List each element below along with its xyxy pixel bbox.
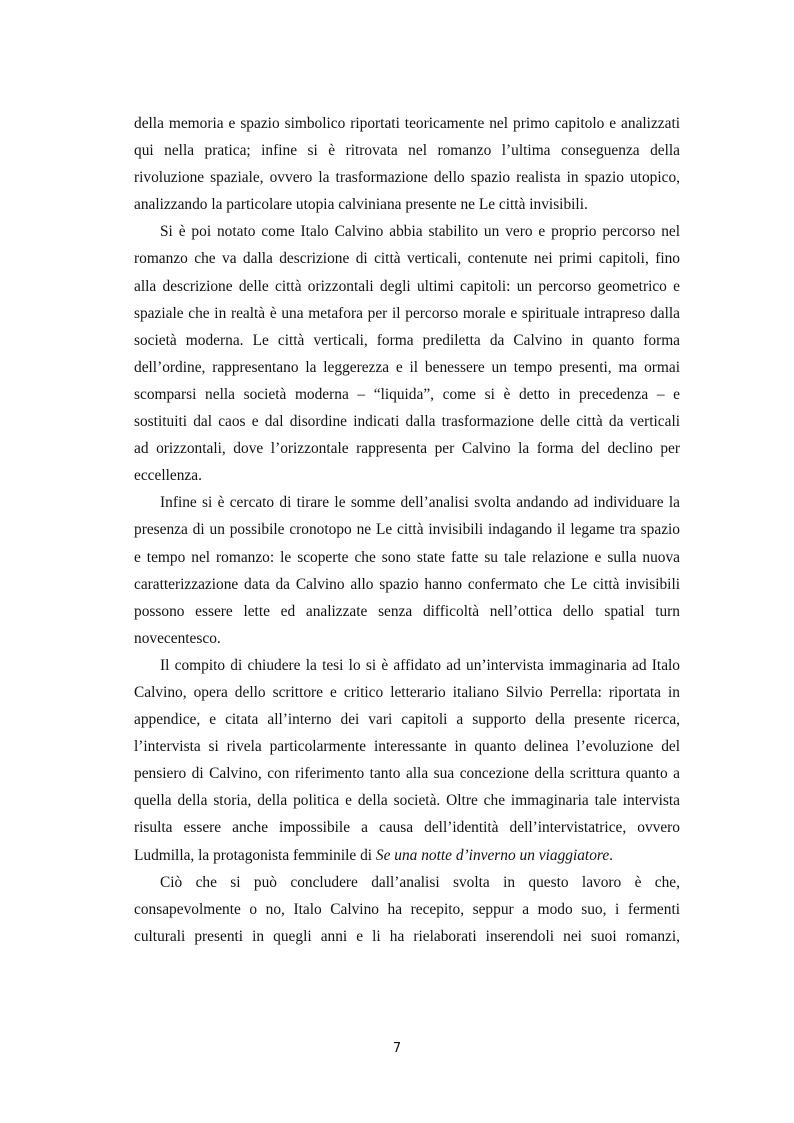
paragraph [134, 218, 680, 489]
text-line: romanzo che va dalla descrizione di città verticali, contenute nei primi capitoli, fino [134, 250, 680, 268]
text-line: pensiero di Calvino, con riferimento tanto alla sua concezione della scrittura quanto a [134, 765, 680, 783]
paragraph [134, 652, 680, 869]
text-line: l’intervista si rivela particolarmente interessante in quanto delinea l’evoluzione del [134, 738, 680, 756]
text-line: qui nella pratica; infine si è ritrovata nel romanzo l’ultima conseguenza della [134, 142, 680, 160]
text-line: sostituiti dal caos e dal disordine indicati dalla trasformazione delle città da verticali [134, 413, 680, 431]
text-line: caratterizzazione data da Calvino allo spazio hanno confermato che Le città invisibili [134, 575, 680, 593]
text-line: quella della storia, della politica e della società. Oltre che immaginaria tale intervista [134, 792, 680, 810]
paragraph [134, 489, 680, 652]
text-line: scomparsi nella società moderna – “liquida”, come si è detto in precedenza – e [134, 385, 680, 403]
text-line [134, 842, 680, 869]
paragraph [134, 110, 680, 218]
text-line: risulta essere anche impossibile a causa dell’identità dell’intervistatrice, ovvero [134, 819, 680, 837]
text-segment: Ludmilla, la protagonista femminile di [134, 846, 376, 864]
text-line: consapevolmente o no, Italo Calvino ha recepito, seppur a modo suo, i fermenti [134, 900, 680, 918]
text-line: società moderna. Le città verticali, forma prediletta da Calvino in quanto forma [134, 331, 680, 349]
text-line: Infine si è cercato di tirare le somme dell’analisi svolta andando ad individuare la [160, 494, 680, 512]
paragraph [134, 869, 680, 950]
text-line: Si è poi notato come Italo Calvino abbia stabilito un vero e proprio percorso nel [160, 223, 680, 241]
text-line: presenza di un possibile cronotopo ne Le città invisibili indagando il legame tra spazio [134, 521, 680, 539]
text-line: della memoria e spazio simbolico riportati teoricamente nel primo capitolo e analizzati [134, 115, 680, 132]
body-text [134, 110, 680, 950]
text-line: eccellenza. [134, 467, 202, 485]
text-line: appendice, e citata all’interno dei vari capitoli a supporto della presente ricerca, [134, 711, 680, 729]
text-line: rivoluzione spaziale, ovvero la trasformazione dello spazio realista in spazio utopico, [134, 169, 680, 187]
text-line: analizzando la particolare utopia calviniana presente ne Le città invisibili. [134, 196, 588, 214]
text-line: ad orizzontali, dove l’orizzontale rappresenta per Calvino la forma del declino per [134, 440, 680, 458]
text-line: Ciò che si può concludere dall’analisi svolta in questo lavoro è che, [160, 873, 680, 891]
page-number: 7 [392, 1041, 402, 1056]
book-title: Se una notte d’inverno un viaggiatore [375, 846, 610, 864]
text-line: novecentesco. [134, 629, 221, 647]
text-line: culturali presenti in quegli anni e li ha rielaborati inserendoli nei suoi romanzi, [134, 927, 680, 945]
text-line: possono essere lette ed analizzate senza difficoltà nell’ottica dello spatial turn [134, 602, 680, 620]
text-line: dell’ordine, rappresentano la leggerezza e il benessere un tempo presenti, ma ormai [134, 358, 680, 376]
text-line: Il compito di chiudere la tesi lo si è affidato ad un’intervista immaginaria ad Italo [160, 656, 680, 674]
text-line: alla descrizione delle città orizzontali degli ultimi capitoli: un percorso geometrico e [134, 277, 680, 295]
text-line: Calvino, opera dello scrittore e critico letterario italiano Silvio Perrella: riportata in [134, 683, 680, 701]
text-line: e tempo nel romanzo: le scoperte che sono state fatte su tale relazione e sulla nuova [134, 548, 680, 566]
text-line: spaziale che in realtà è una metafora per il percorso morale e spirituale intrapreso dalla [134, 304, 680, 322]
text-segment: . [609, 846, 614, 864]
